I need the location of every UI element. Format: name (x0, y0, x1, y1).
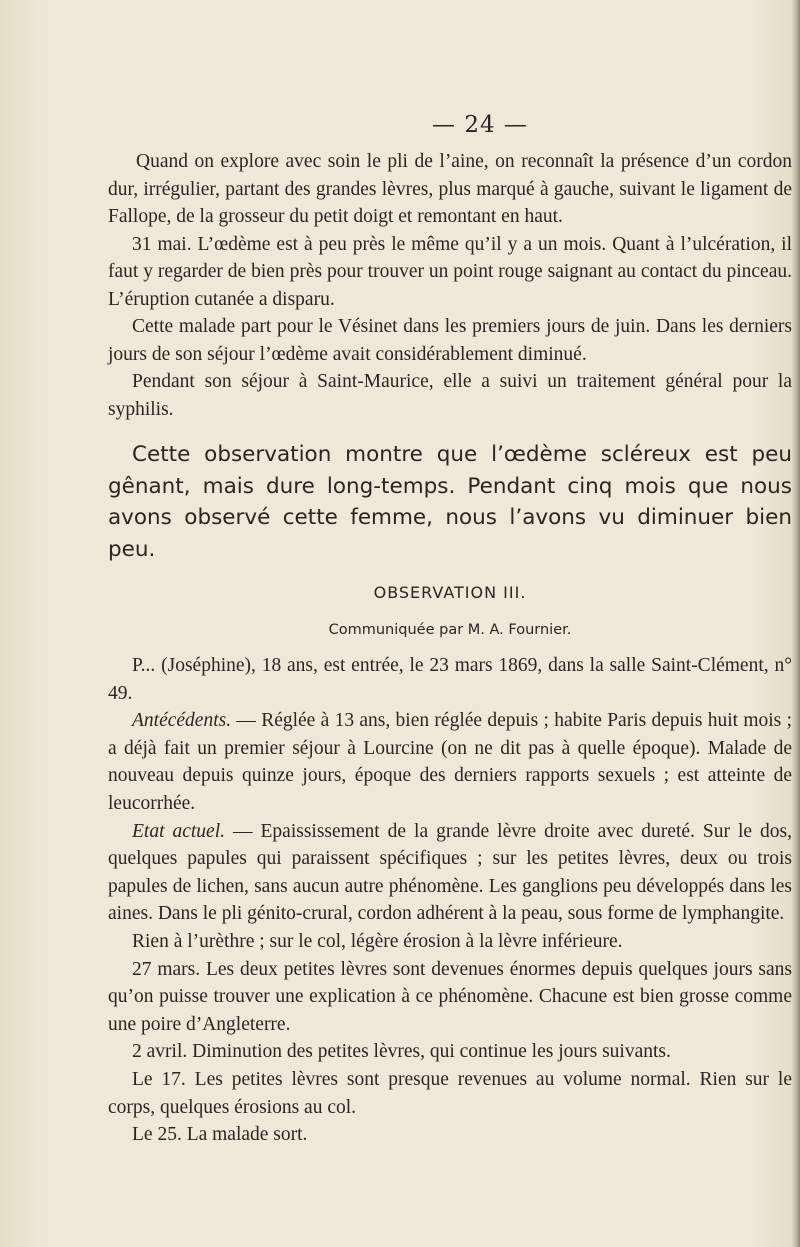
etat-actuel-text: — Epaississement de la grande lèvre droite avec dureté. Sur le dos, quelques papules qui paraissent spécifiques ; sur les petites lèvres, deux ou trois papules de lichen, sans aucun autre phénomène. Les ganglions peu développés dans les aines. Dans le pli génito-crural, cordon adhérent à la peau, sous forme de lymphangite. (108, 820, 792, 925)
observation-subtitle: Communiquée par M. A. Fournier. (328, 622, 572, 638)
antecedents-text: — Réglée à 13 ans, bien réglée depuis ; habite Paris depuis huit mois ; a déjà fait un premier séjour à Lourcine (on ne dit pas à quelle époque). Malade de nouveau depuis quinze jours, époque des derniers rapports sexuels ; est atteinte de leucorrhée. (108, 710, 792, 814)
urethre-paragraph: Rien à l’urèthre ; sur le col, légère érosion à la lèvre inférieure. (132, 930, 623, 952)
observation-summary: Cette observation montre que l’œdème scléreux est peu gênant, mais dure long-temps. Pendant cinq mois que nous avons observé cette femme, nous l’avons vu diminuer bien peu. (108, 442, 792, 562)
intro-paragraph-1: Quand on explore avec soin le pli de l’aine, on reconnaît la présence d’un cordon dur, irrégulier, partant des grandes lèvres, plus marqué à gauche, suivant le ligament de Fallope, de la grosseur du petit doigt et remontant en haut. (108, 151, 792, 227)
page-number: — 24 — (432, 112, 528, 138)
avril-2-paragraph: 2 avril. Diminution des petites lèvres, qui continue les jours suivants. (132, 1041, 671, 1063)
day-17-paragraph: Le 17. Les petites lèvres sont presque revenues au volume normal. Rien sur le corps, quelques érosions au col. (108, 1068, 792, 1118)
observation-title: OBSERVATION III. (373, 583, 527, 602)
intro-paragraph-2: 31 mai. L’œdème est à peu près le même qu’il y a un mois. Quant à l’ulcération, il faut y regarder de bien près pour trouver un point rouge saignant au contact du pinceau. L’éruption cutanée a disparu. (108, 233, 792, 310)
page-edge-shadow (792, 0, 800, 1247)
day-25-paragraph: Le 25. La malade sort. (132, 1124, 308, 1146)
case-intro-paragraph: P... (Joséphine), 18 ans, est entrée, le 23 mars 1869, dans la salle Saint-Clément, n° 49. (108, 655, 792, 704)
page-content (108, 112, 792, 1149)
antecedents-paragraph (108, 707, 792, 817)
etat-actuel-paragraph (108, 818, 792, 928)
mars-27-paragraph: 27 mars. Les deux petites lèvres sont devenues énormes depuis quelques jours sans qu’on puisse trouver une explication à ce phénomène. Chacune est bien grosse comme une poire d’Angleterre. (108, 958, 792, 1035)
etat-actuel-label: Etat actuel. (132, 820, 226, 842)
intro-paragraph-4: Pendant son séjour à Saint-Maurice, elle a suivi un traitement général pour la syphilis. (108, 371, 792, 420)
intro-paragraph-3: Cette malade part pour le Vésinet dans les premiers jours de juin. Dans les derniers jours de son séjour l’œdème avait considérablement diminué. (108, 316, 792, 365)
antecedents-label: Antécédents. (132, 710, 232, 732)
